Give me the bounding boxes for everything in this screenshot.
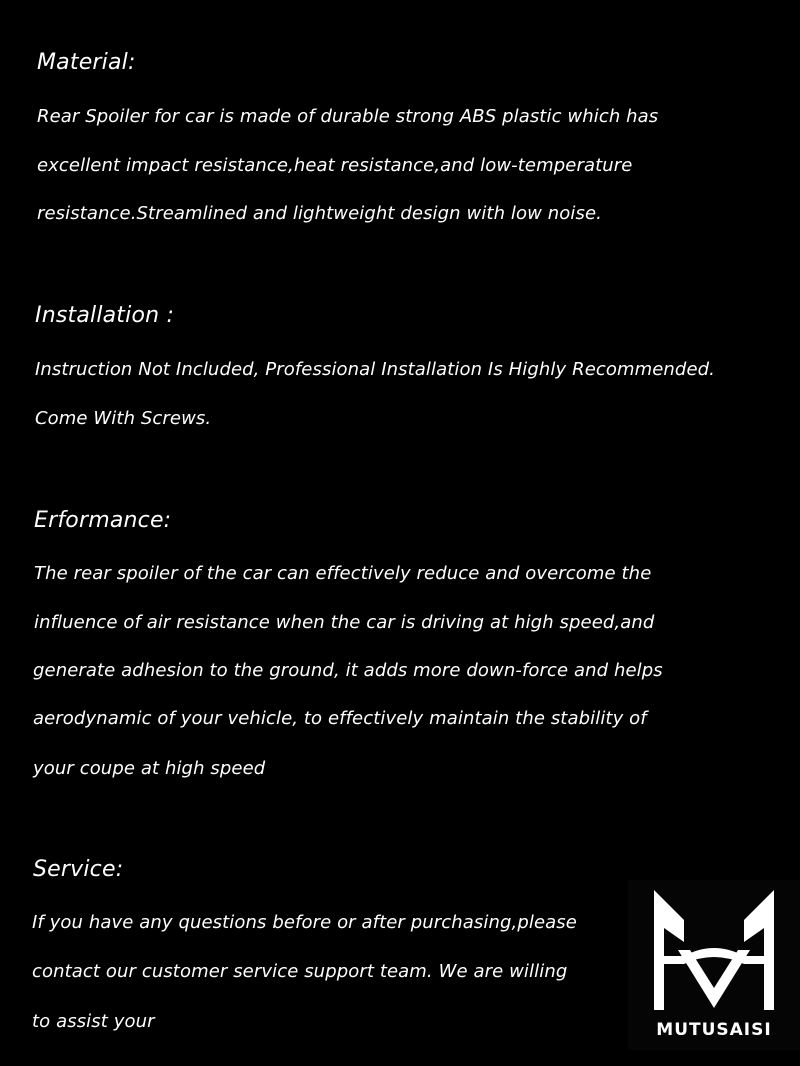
performance-line-3: generate adhesion to the ground, it adds more down-force and helps: [33, 660, 663, 681]
service-line-1: If you have any questions before or after purchasing,please: [32, 912, 577, 933]
performance-line-1: The rear spoiler of the car can effectively reduce and overcome the: [34, 563, 652, 584]
performance-line-2: influence of air resistance when the car is driving at high speed,and: [34, 612, 655, 633]
installation-line-1: Instruction Not Included, Professional Installation Is Highly Recommended.: [35, 359, 715, 380]
material-line-3: resistance.Streamlined and lightweight design with low noise.: [37, 203, 602, 224]
logo-wordmark: MUTUSAISI: [656, 1020, 772, 1040]
mutusaisi-logo-icon: [628, 880, 800, 1020]
service-heading: Service:: [33, 857, 124, 882]
material-line-2: excellent impact resistance,heat resistance,and low-temperature: [37, 155, 633, 176]
service-line-3: to assist your: [32, 1011, 155, 1032]
service-line-2: contact our customer service support team. We are willing: [32, 961, 568, 982]
installation-heading: Installation :: [35, 303, 175, 328]
performance-line-5: your coupe at high speed: [33, 758, 266, 779]
material-line-1: Rear Spoiler for car is made of durable strong ABS plastic which has: [37, 106, 659, 127]
brand-logo: [628, 880, 800, 1050]
performance-line-4: aerodynamic of your vehicle, to effectively maintain the stability of: [33, 708, 647, 729]
material-heading: Material:: [37, 50, 136, 75]
installation-line-2: Come With Screws.: [35, 408, 212, 429]
performance-heading: Erformance:: [34, 508, 172, 533]
